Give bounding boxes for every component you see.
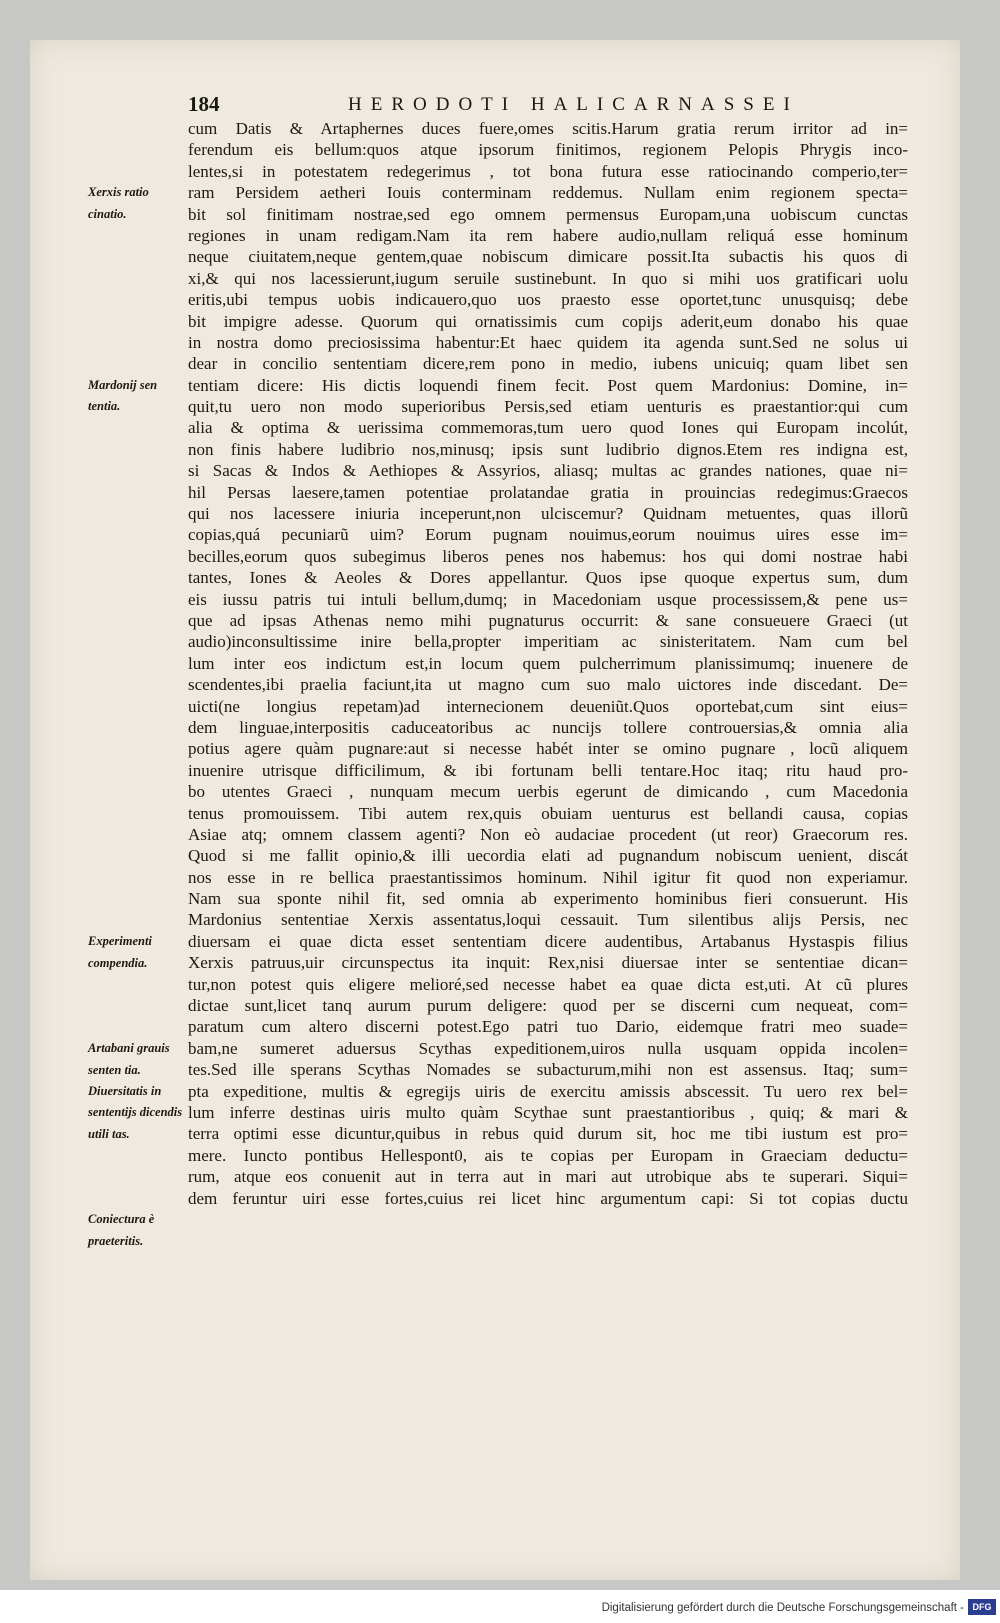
text-line: qui nos lacessere iniuria inceperunt,non ulciscemur? Quidnam metuentes, quas illorũ	[188, 504, 908, 524]
text-line: ferendum eis bellum:quos atque ipsorum finitimos, regionem Pelopis Phrygis inco-	[188, 140, 908, 160]
text-line: Nam sua sponte nihil fit, sed omnia ab experimento hominibus fieri consuerunt. His	[188, 889, 908, 909]
text-line: becilles,eorum quos subegimus liberos penes nos habemus: hos qui domi nostrae habi	[188, 546, 908, 566]
text-line: tenus promouissem. Tibi autem rex,quis obuiam uenturus est bellandi causa, copias	[188, 803, 908, 823]
text-line: uicti(ne longius repetam)ad internecionem deueniũt.Quos oportebat,cum sint eius=	[188, 696, 908, 716]
text-line: eis iussu patris tui intuli bellum,dumq; in Macedoniam usque processissem,& pene us=	[188, 589, 908, 609]
text-line: tur,non potest quis eligere melioré,sed necesse habet ea quae dicta est,uti. At cũ plures	[188, 974, 908, 994]
text-line: dem linguae,interpositis caduceatoribus ac nuncijs tollere controuersias,& omnia alia	[188, 717, 908, 737]
text-line: mere. Iuncto pontibus Hellespont0, ais te copias per Europam in Graeciam deductu=	[188, 1145, 908, 1165]
text-line: xi,& qui nos lacessierunt,iugum seruile sustinebunt. In quo si mihi uos gratificari uolu	[188, 268, 908, 288]
text-line: Mardonius sententiae Xerxis assentatus,loqui cessauit. Tum silentibus alijs Persis, nec	[188, 910, 908, 930]
text-line: inuenire utrisque difficilimum, & ibi fortunam belli tentare.Hoc itaq; ritu haud pro-	[188, 760, 908, 780]
text-line: lum inferre destinas uiris multo quàm Scythae sunt praestantioribus , quiq; & mari &	[188, 1102, 908, 1122]
text-line: copias,quá pecuniarũ uim? Eorum pugnam nouimus,eorum nouimus uires esse im=	[188, 525, 908, 545]
margin-note: Diuersitatis in sententijs dicendis utili tas.	[88, 1084, 183, 1141]
body-text	[188, 118, 908, 1209]
footer-credit: Digitalisierung gefördert durch die Deutsche Forschungsgemeinschaft -	[601, 1602, 964, 1614]
text-line: tentiam dicere: His dictis loquendi finem fecit. Post quem Mardonius: Domine, in=	[188, 375, 908, 395]
text-line: Xerxis patruus,uir circunspectus ita inquit: Rex,nisi diuersae inter se sententiae dican=	[188, 953, 908, 973]
text-line: Quod si me fallit opinio,& illi uecordia elati ad pugnandum nobiscum uenient, discát	[188, 846, 908, 866]
text-line: bam,ne sumeret aduersus Scythas expeditionem,uiros nulla usquam oppida incolen=	[188, 1038, 908, 1058]
text-line: hil Persas laesere,tamen potentiae prolatandae gratia in prouincias redegimus:Graecos	[188, 482, 908, 502]
text-line: si Sacas & Indos & Aethiopes & Assyrios, aliasq; multas ac grandes nationes, quae ni=	[188, 461, 908, 481]
page-number: 184	[188, 92, 220, 116]
text-line: Asiae atq; omnem classem agenti? Non eò audaciae procedent (ut reor) Graecorum res.	[188, 824, 908, 844]
text-line: dictae sunt,licet tanq aurum purum deligere: quod per se discerni cum nequeat, com=	[188, 996, 908, 1016]
text-line: audio)inconsultissime inire bella,propter imperitiam ac sinisteritatem. Nam cum bel	[188, 632, 908, 652]
text-line: in nostra domo preciosissima habentur:Et haec quidem ita agenda sunt.Sed ne solus ui	[188, 332, 908, 352]
text-line: scendentes,ibi praelia faciunt,ita ut magno cum suo malo uictores inde discedant. De=	[188, 675, 908, 695]
margin-note: Experimenti compendia.	[88, 934, 152, 970]
margin-note: Mardonij sen tentia.	[88, 377, 158, 414]
text-line: lentes,si in potestatem redegerimus , tot bona futura esse ratiocinando comperio,ter=	[188, 161, 908, 181]
margin-note: Xerxis ratio cinatio.	[88, 185, 149, 221]
text-line: bit impigre adesse. Quorum qui ornatissimis cum copijs aderit,eum donabo his quae	[188, 311, 908, 331]
text-line: quit,tu uero non modo superioribus Persis,sed etiam uenturis es praestantior:qui cum	[188, 397, 908, 417]
text-line: dear in concilio sententiam dicere,rem pono in medio, iubens unicuiq; quam libet sen	[188, 354, 908, 374]
text-line: potius agere quàm pugnare:aut si necesse habét inter se omino pugnare , locũ aliquem	[188, 739, 908, 759]
text-line: diuersam ei quae dicta esset sententiam dicere audentibus, Artabanus Hystaspis filius	[188, 931, 908, 951]
running-head: HERODOTI HALICARNASSEI	[348, 94, 799, 115]
text-line: paratum cum altero discerni potest.Ego patri tuo Dario, eidemque fratri meo suade=	[188, 1017, 908, 1037]
text-line: pta expeditione, multis & egregijs uiris de exercitu amissis abscessit. Tu uero rex bel=	[188, 1081, 908, 1101]
text-line: lum inter eos indictum est,in locum quem pulcherrimum planissimumq; inuenere de	[188, 653, 908, 673]
dfg-logo-icon: DFG	[968, 1599, 996, 1615]
text-line: dem feruntur uiri esse fortes,cuius rei licet hinc argumentum capi: Si tot copias ductu	[188, 1188, 908, 1208]
text-line: bit sol finitimam nostrae,sed ego omnem permensus Europam,una uobiscum cunctas	[188, 204, 908, 224]
text-line: tantes, Iones & Aeoles & Dores appellantur. Quos ipse quoque expertus sum, dum	[188, 568, 908, 588]
text-line: ram Persidem aetheri Iouis conterminam reddemus. Nullam enim regionem specta=	[188, 183, 908, 203]
page-header	[188, 92, 938, 120]
text-line: tes.Sed ille sperans Scythas Nomades se subacturum,mihi non est assensus. Itaq; sum=	[188, 1060, 908, 1080]
text-line: bo utentes Graeci , nunquam mecum uerbis egerunt de dimicando , cum Macedonia	[188, 782, 908, 802]
text-line: nos esse in re bellica praestantissimos hominum. Nihil igitur fit quod non experiamur.	[188, 867, 908, 887]
margin-note: Artabani grauis senten tia.	[88, 1041, 170, 1077]
text-line: terra optimi esse dicuntur,quibus in rebus quid durum sit, hoc me tibi iustum est pro=	[188, 1124, 908, 1144]
text-line: alia & optima & uerissima commemoras,tum uero quod Iones qui Europam incolút,	[188, 418, 908, 438]
text-line: que ad ipsas Athenas nemo mihi pugnaturus occurrit: & sane consueuere Graeci (ut	[188, 610, 908, 630]
text-line: eritis,ubi tempus uobis indicauero,quo uos praesto esse oportet,tunc unusquisq; debe	[188, 290, 908, 310]
margin-note: Coniectura è praeteritis.	[88, 1212, 155, 1248]
text-line: neque ciuitatem,neque gentem,quae nobiscum dimicare possit.Ita subactis his quos di	[188, 247, 908, 267]
text-line: rum, atque eos conuenit aut in terra aut in mari aut utrobique abs te superari. Siqui=	[188, 1167, 908, 1187]
text-line: regiones in unam redigam.Nam ita rem habere audio,nullam reliquá esse hominum	[188, 225, 908, 245]
text-line: non finis habere ludibrio nos,minusq; ipsis sunt ludibrio dignos.Etem res indigna est,	[188, 439, 908, 459]
text-line: cum Datis & Artaphernes duces fuere,omes scitis.Harum gratia rerum irritor ad in=	[188, 119, 908, 138]
